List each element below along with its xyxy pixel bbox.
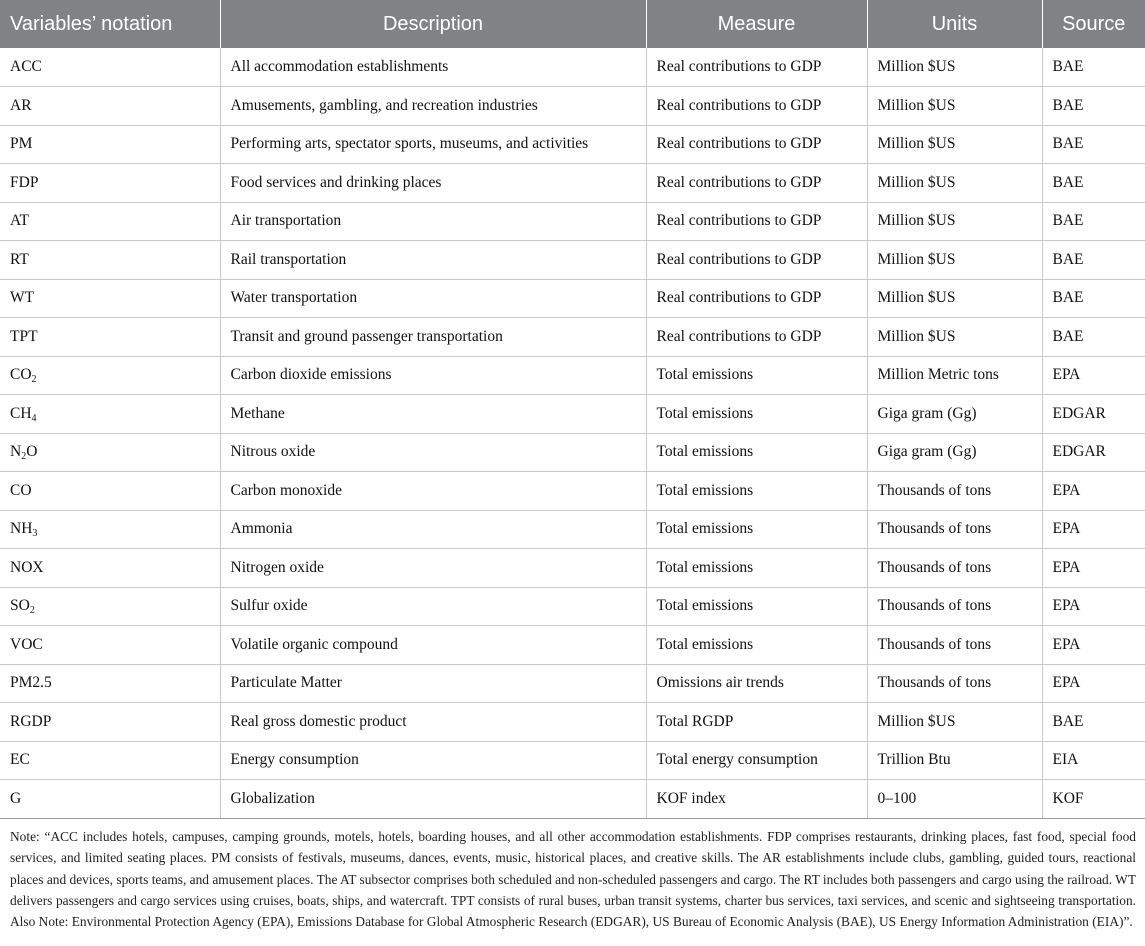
- cell-notation: [0, 202, 220, 241]
- notation-text: TPT: [10, 327, 38, 345]
- cell-description: All accommodation establishments: [220, 48, 646, 87]
- cell-source: BAE: [1042, 202, 1145, 241]
- cell-description: Globalization: [220, 780, 646, 819]
- cell-measure: Total emissions: [646, 472, 867, 511]
- notation-text: NH: [10, 520, 33, 538]
- cell-measure: Total emissions: [646, 587, 867, 626]
- cell-description: Ammonia: [220, 510, 646, 549]
- cell-measure: Real contributions to GDP: [646, 125, 867, 164]
- notation-subscript: 3: [32, 528, 38, 540]
- cell-measure: KOF index: [646, 780, 867, 819]
- cell-source: BAE: [1042, 48, 1145, 87]
- cell-units: Thousands of tons: [867, 472, 1042, 511]
- cell-description: Carbon monoxide: [220, 472, 646, 511]
- cell-units: Million $US: [867, 279, 1042, 318]
- notation-suffix: O: [26, 443, 38, 461]
- cell-source: BAE: [1042, 241, 1145, 280]
- notation-text: CH: [10, 404, 32, 422]
- cell-description: Carbon dioxide emissions: [220, 356, 646, 395]
- cell-source: EPA: [1042, 587, 1145, 626]
- notation-text: SO: [10, 597, 30, 615]
- table-row: [0, 549, 1145, 588]
- cell-description: Food services and drinking places: [220, 164, 646, 203]
- cell-notation: [0, 279, 220, 318]
- cell-units: Million $US: [867, 202, 1042, 241]
- table-note: Note: “ACC includes hotels, campuses, camping grounds, motels, hotels, boarding houses, and all other accommodation establishments. FDP comprises restaurants, drinking places, fast food, special food services, and limited seating places. PM consists of festivals, museums, dances, events, music, historical places, and creative skills. The AR establishments include clubs, gambling, guided tours, reactional places and devices, sports teams, and amusement places. The AT subsector comprises both scheduled and non-scheduled passengers and cargo. The RT includes both passengers and cargo using the railroad. WT delivers passengers and cargo services using cruises, boats, ships, and watercraft. TPT consists of rural buses, urban transit systems, charter bus services, taxi services, and scenic and sightseeing transportation. Also Note: Environmental Protection Agency (EPA), Emissions Database for Global Atmospheric Research (EDGAR), US Bureau of Economic Analysis (BAE), US Energy Information Administration (EIA)”.: [10, 829, 1136, 930]
- table-row: [0, 780, 1145, 819]
- cell-notation: [0, 356, 220, 395]
- cell-description: Performing arts, spectator sports, museums, and activities: [220, 125, 646, 164]
- cell-source: EDGAR: [1042, 433, 1145, 472]
- cell-source: EPA: [1042, 626, 1145, 665]
- header-units: Units: [867, 0, 1042, 48]
- notation-text: EC: [10, 751, 30, 769]
- cell-source: BAE: [1042, 125, 1145, 164]
- notation-text: FDP: [10, 173, 39, 191]
- table-row: [0, 125, 1145, 164]
- cell-measure: Real contributions to GDP: [646, 164, 867, 203]
- cell-description: Rail transportation: [220, 241, 646, 280]
- cell-measure: Total emissions: [646, 549, 867, 588]
- notation-subscript: 2: [29, 605, 35, 617]
- table-row: [0, 741, 1145, 780]
- cell-notation: [0, 87, 220, 126]
- table-row: [0, 48, 1145, 87]
- cell-description: Particulate Matter: [220, 664, 646, 703]
- table-row: [0, 87, 1145, 126]
- cell-units: Thousands of tons: [867, 664, 1042, 703]
- cell-units: Giga gram (Gg): [867, 433, 1042, 472]
- table-row: [0, 164, 1145, 203]
- table-row: [0, 510, 1145, 549]
- cell-measure: Real contributions to GDP: [646, 241, 867, 280]
- cell-measure: Real contributions to GDP: [646, 202, 867, 241]
- cell-description: Volatile organic compound: [220, 626, 646, 665]
- cell-measure: Real contributions to GDP: [646, 48, 867, 87]
- notation-text: RT: [10, 250, 29, 268]
- cell-source: EIA: [1042, 741, 1145, 780]
- cell-source: EPA: [1042, 549, 1145, 588]
- cell-measure: Total emissions: [646, 356, 867, 395]
- notation-subscript: 2: [31, 374, 37, 386]
- cell-units: Million $US: [867, 241, 1042, 280]
- cell-measure: Real contributions to GDP: [646, 318, 867, 357]
- cell-units: Thousands of tons: [867, 626, 1042, 665]
- cell-units: Million $US: [867, 48, 1042, 87]
- cell-notation: [0, 395, 220, 434]
- cell-units: Million $US: [867, 703, 1042, 742]
- cell-notation: [0, 241, 220, 280]
- cell-measure: Total emissions: [646, 433, 867, 472]
- cell-notation: [0, 664, 220, 703]
- table-row: [0, 318, 1145, 357]
- notation-subscript: 4: [31, 412, 37, 424]
- cell-description: Air transportation: [220, 202, 646, 241]
- header-source: Source: [1042, 0, 1145, 48]
- cell-source: EPA: [1042, 472, 1145, 511]
- cell-notation: [0, 626, 220, 665]
- notation-text: PM: [10, 135, 33, 153]
- notation-text: AR: [10, 96, 32, 114]
- cell-source: KOF: [1042, 780, 1145, 819]
- cell-units: Million $US: [867, 164, 1042, 203]
- notation-text: N: [10, 443, 22, 461]
- cell-notation: [0, 125, 220, 164]
- cell-notation: [0, 318, 220, 357]
- cell-notation: [0, 741, 220, 780]
- cell-source: BAE: [1042, 703, 1145, 742]
- cell-units: Thousands of tons: [867, 549, 1042, 588]
- table-header: [0, 0, 1145, 48]
- table-row: [0, 626, 1145, 665]
- cell-source: BAE: [1042, 164, 1145, 203]
- table-body: [0, 48, 1145, 818]
- cell-units: Million Metric tons: [867, 356, 1042, 395]
- cell-notation: [0, 587, 220, 626]
- cell-description: Nitrous oxide: [220, 433, 646, 472]
- notation-text: CO: [10, 481, 32, 499]
- cell-description: Transit and ground passenger transportation: [220, 318, 646, 357]
- table-row: [0, 703, 1145, 742]
- notation-text: NOX: [10, 558, 44, 576]
- cell-source: BAE: [1042, 87, 1145, 126]
- cell-source: EPA: [1042, 356, 1145, 395]
- cell-units: Thousands of tons: [867, 510, 1042, 549]
- cell-measure: Total emissions: [646, 626, 867, 665]
- cell-description: Methane: [220, 395, 646, 434]
- table-row: [0, 241, 1145, 280]
- notation-text: G: [10, 789, 22, 807]
- cell-measure: Real contributions to GDP: [646, 87, 867, 126]
- cell-measure: Total RGDP: [646, 703, 867, 742]
- table-row: [0, 356, 1145, 395]
- table-row: [0, 279, 1145, 318]
- cell-description: Real gross domestic product: [220, 703, 646, 742]
- table-row: [0, 664, 1145, 703]
- cell-units: Million $US: [867, 318, 1042, 357]
- cell-units: Thousands of tons: [867, 587, 1042, 626]
- cell-units: Trillion Btu: [867, 741, 1042, 780]
- cell-notation: [0, 510, 220, 549]
- table-row: [0, 433, 1145, 472]
- table-row: [0, 395, 1145, 434]
- cell-source: EPA: [1042, 510, 1145, 549]
- cell-measure: Omissions air trends: [646, 664, 867, 703]
- cell-notation: [0, 703, 220, 742]
- notation-text: VOC: [10, 635, 43, 653]
- cell-notation: [0, 48, 220, 87]
- cell-measure: Total emissions: [646, 510, 867, 549]
- cell-notation: [0, 433, 220, 472]
- cell-source: EDGAR: [1042, 395, 1145, 434]
- notation-text: RGDP: [10, 712, 52, 730]
- cell-units: 0–100: [867, 780, 1042, 819]
- table-row: [0, 202, 1145, 241]
- cell-notation: [0, 549, 220, 588]
- header-description: Description: [220, 0, 646, 48]
- notation-subscript: 2: [21, 451, 27, 463]
- notation-text: WT: [10, 289, 35, 307]
- cell-source: EPA: [1042, 664, 1145, 703]
- notation-text: AT: [10, 212, 29, 230]
- cell-notation: [0, 164, 220, 203]
- table-row: [0, 587, 1145, 626]
- header-measure: Measure: [646, 0, 867, 48]
- cell-description: Energy consumption: [220, 741, 646, 780]
- notation-text: CO: [10, 366, 32, 384]
- header-row: [0, 0, 1145, 48]
- header-notation: Variables’ notation: [0, 0, 220, 48]
- cell-measure: Total energy consumption: [646, 741, 867, 780]
- cell-description: Nitrogen oxide: [220, 549, 646, 588]
- cell-description: Sulfur oxide: [220, 587, 646, 626]
- cell-units: Giga gram (Gg): [867, 395, 1042, 434]
- cell-notation: [0, 780, 220, 819]
- cell-units: Million $US: [867, 125, 1042, 164]
- cell-description: Water transportation: [220, 279, 646, 318]
- cell-units: Million $US: [867, 87, 1042, 126]
- cell-source: BAE: [1042, 279, 1145, 318]
- cell-measure: Real contributions to GDP: [646, 279, 867, 318]
- cell-description: Amusements, gambling, and recreation industries: [220, 87, 646, 126]
- table-row: [0, 472, 1145, 511]
- cell-source: BAE: [1042, 318, 1145, 357]
- notation-text: ACC: [10, 58, 42, 75]
- notation-text: PM2.5: [10, 674, 52, 692]
- cell-notation: [0, 472, 220, 511]
- cell-measure: Total emissions: [646, 395, 867, 434]
